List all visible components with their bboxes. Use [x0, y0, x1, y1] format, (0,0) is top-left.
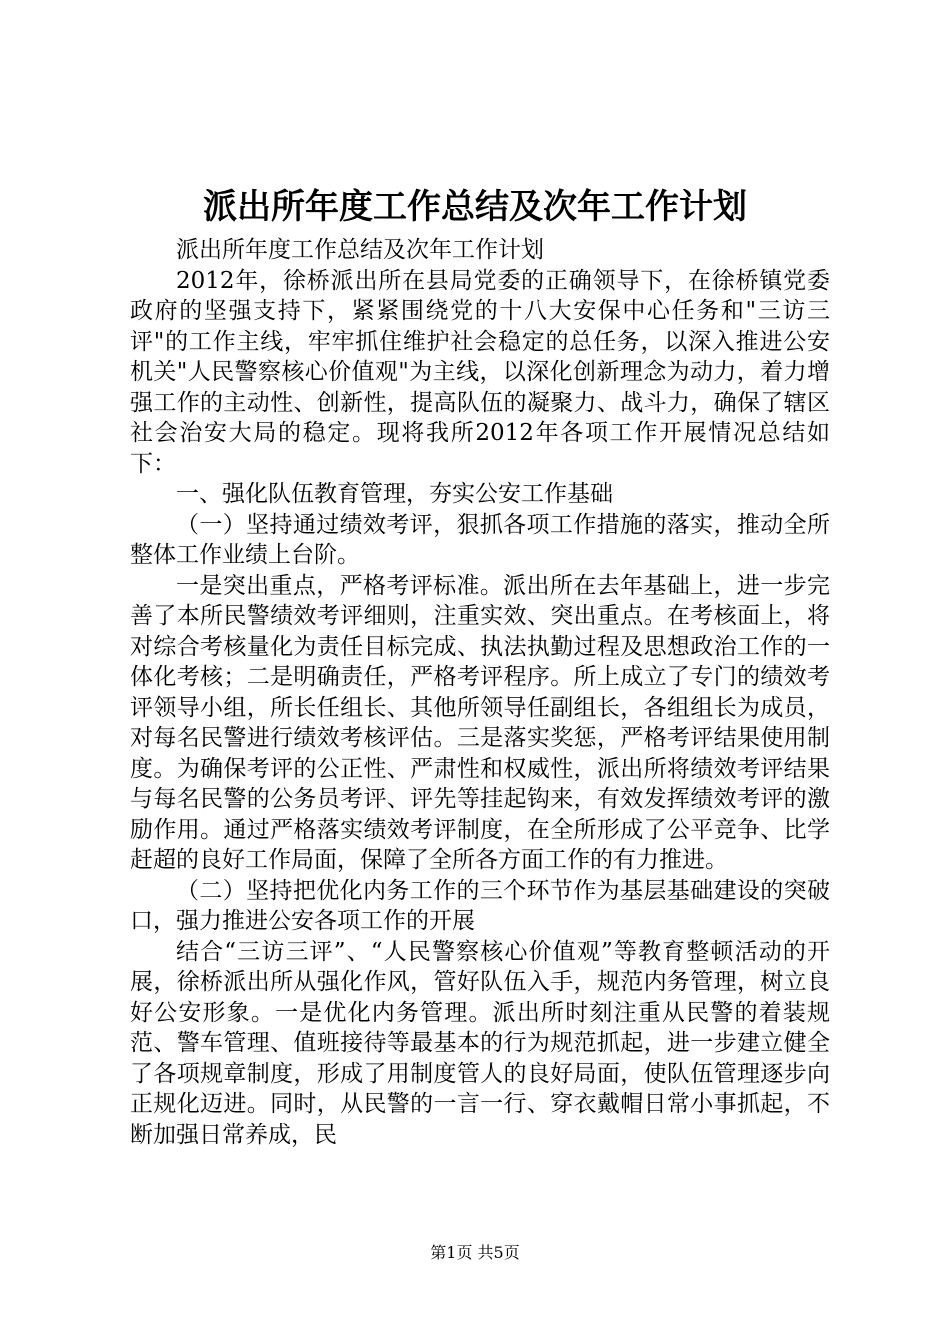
document-body [130, 235, 830, 1150]
section-heading-1: 一、强化队伍教育管理，夯实公安工作基础 [176, 481, 613, 507]
paragraph-subtitle: 派出所年度工作总结及次年工作计划 [176, 237, 544, 263]
subsection-heading-2: （二）坚持把优化内务工作的三个环节作为基层基础建设的突破口，强力推进公安各项工作的开展 [130, 877, 830, 934]
document-title: 派出所年度工作总结及次年工作计划 [203, 187, 747, 227]
paragraph-internal-affairs: 结合“三访三评”、“人民警察核心价值观”等教育整顿活动的开展，徐桥派出所从强化作风，管好队伍入手，规范内务管理，树立良好公安形象。一是优化内务管理。派出所时刻注重从民警的着装规范、警车管理、值班接待等最基本的行为规范抓起，进一步建立健全了各项规章制度，形成了用制度管人的良好局面，使队伍管理逐步向正规化迈进。同时，从民警的一言一行、穿衣戴帽日常小事抓起，不断加强日常养成，民 [130, 938, 830, 1148]
subsection-heading-1: （一）坚持通过绩效考评，狠抓各项工作措施的落实，推动全所整体工作业绩上台阶。 [130, 511, 830, 568]
paragraph-intro: 2012年，徐桥派出所在县局党委的正确领导下，在徐桥镇党委政府的坚强支持下，紧紧围绕党的十八大安保中心任务和"三访三评"的工作主线，牢牢抓住维护社会稳定的总任务，以深入推进公安机关"人民警察核心价值观"为主线，以深化创新理念为动力，着力增强工作的主动性、创新性，提高队伍的凝聚力、战斗力，确保了辖区社会治安大局的稳定。现将我所2012年各项工作开展情况总结如下： [130, 267, 830, 477]
page-footer: 第1页 共5页 [430, 1243, 520, 1262]
paragraph-appraisal: 一是突出重点，严格考评标准。派出所在去年基础上，进一步完善了本所民警绩效考评细则，注重实效、突出重点。在考核面上，将对综合考核量化为责任目标完成、执法执勤过程及思想政治工作的一体化考核；二是明确责任，严格考评程序。所上成立了专门的绩效考评领导小组，所长任组长、其他所领导任副组长，各组组长为成员，对每名民警进行绩效考核评估。三是落实奖惩，严格考评结果使用制度。为确保考评的公正性、严肃性和权威性，派出所将绩效考评结果与每名民警的公务员考评、评先等挂起钩来，有效发挥绩效考评的激励作用。通过严格落实绩效考评制度，在全所形成了公平竞争、比学赶超的良好工作局面，保障了全所各方面工作的有力推进。 [130, 572, 830, 873]
